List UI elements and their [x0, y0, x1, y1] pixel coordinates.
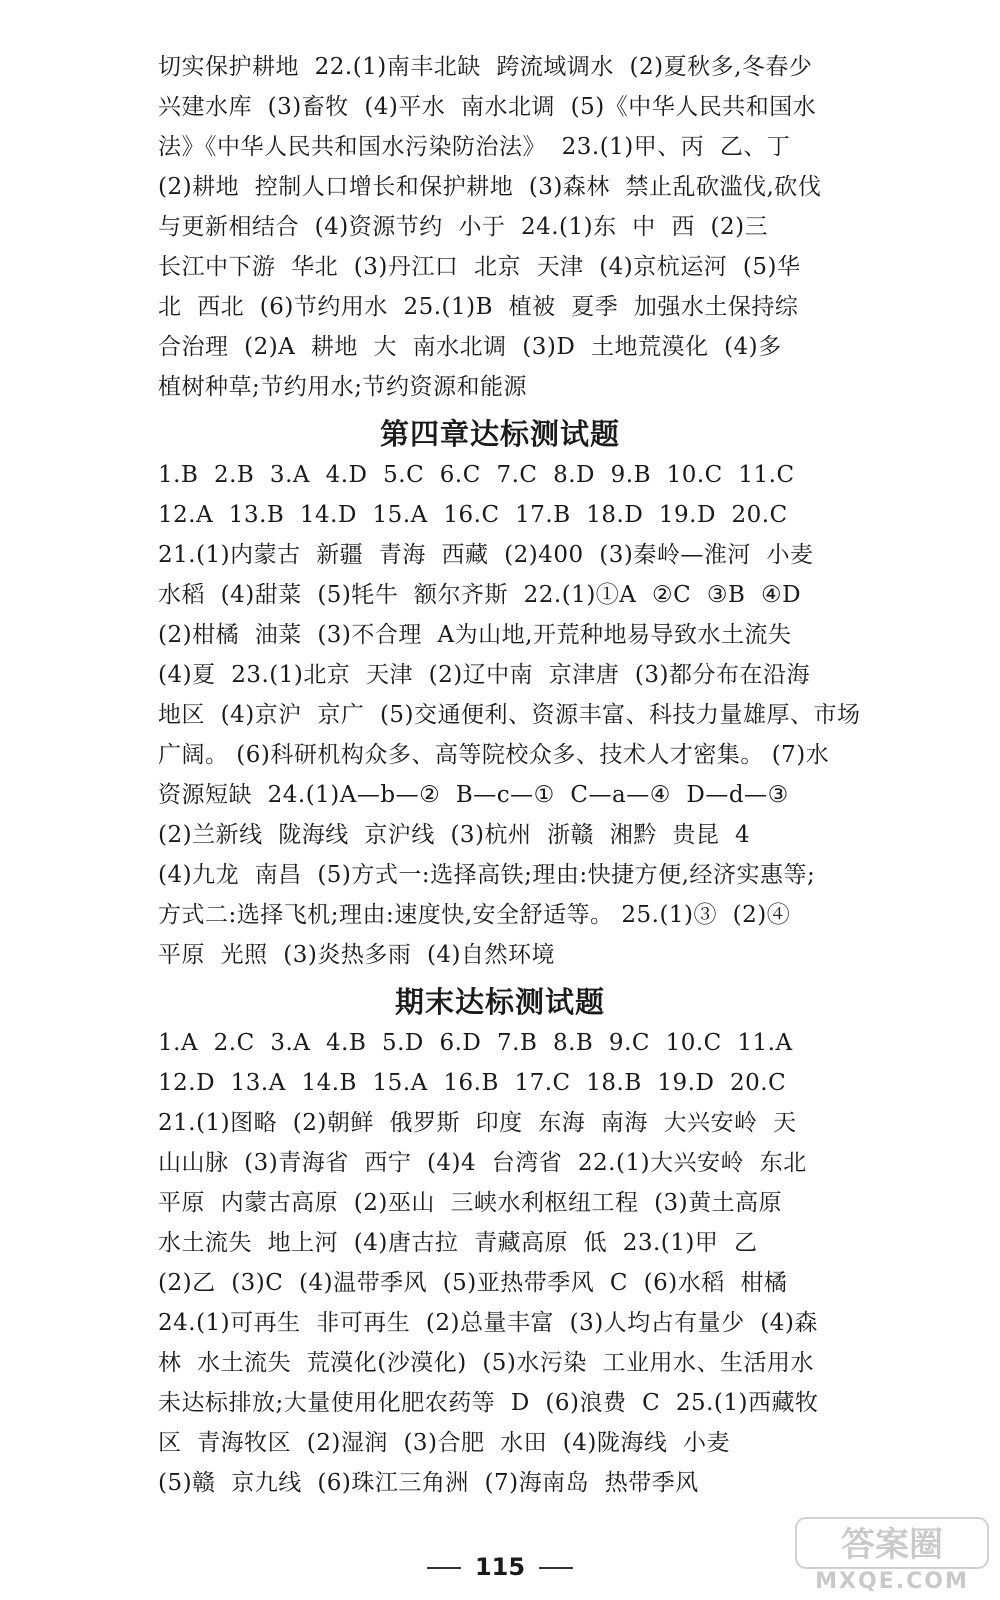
watermark-cn-text: 答案圈 [841, 1525, 943, 1565]
answer-line: 平原 内蒙古高原 (2)巫山 三峡水利枢纽工程 (3)黄土高原 [158, 1190, 783, 1216]
answer-line: 1.A 2.C 3.A 4.B 5.D 6.D 7.B 8.B 9.C 10.C 11.A [158, 1030, 793, 1056]
answer-line: 林 水土流失 荒漠化(沙漠化) (5)水污染 工业用水、生活用水 [158, 1350, 815, 1376]
answer-line: 21.(1)内蒙古 新疆 青海 西藏 (2)400 (3)秦岭—淮河 小麦 [158, 542, 814, 568]
answer-line: 合治理 (2)A 耕地 大 南水北调 (3)D 土地荒漠化 (4)多 [158, 334, 782, 360]
watermark-en-text: MXQE.COM [815, 1569, 969, 1594]
footer-dash-right [539, 1567, 573, 1569]
answer-line: 广阔。 (6)科研机构众多、高等院校众多、技术人才密集。 (7)水 [158, 742, 830, 768]
answer-line: 长江中下游 华北 (3)丹江口 北京 天津 (4)京杭运河 (5)华 [158, 254, 801, 280]
answer-line: (2)柑橘 油菜 (3)不合理 A为山地,开荒种地易导致水土流失 [158, 622, 792, 648]
answer-line: 切实保护耕地 22.(1)南丰北缺 跨流域调水 (2)夏秋多,冬春少 [158, 54, 813, 80]
answer-line: 兴建水库 (3)畜牧 (4)平水 南水北调 (5)《中华人民共和国水 [158, 94, 817, 120]
answer-line: 水稻 (4)甜菜 (5)牦牛 额尔齐斯 22.(1)①A ②C ③B ④D [158, 582, 802, 608]
answer-line: 地区 (4)京沪 京广 (5)交通便利、资源丰富、科技力量雄厚、市场 [158, 702, 861, 728]
answer-line: (5)赣 京九线 (6)珠江三角洲 (7)海南岛 热带季风 [158, 1470, 699, 1496]
answer-line: 平原 光照 (3)炎热多雨 (4)自然环境 [158, 942, 556, 968]
answer-line: 24.(1)可再生 非可再生 (2)总量丰富 (3)人均占有量少 (4)森 [158, 1310, 818, 1336]
watermark-graphic [792, 1516, 992, 1594]
answer-line: 法》《中华人民共和国水污染防治法》 23.(1)甲、丙 乙、丁 [158, 134, 791, 160]
answer-line: 12.D 13.A 14.B 15.A 16.B 17.C 18.B 19.D 20.C [158, 1070, 787, 1096]
section-heading-final: 期末达标测试题 [394, 985, 605, 1019]
answer-line: 资源短缺 24.(1)A—b—② B—c—① C—a—④ D—d—③ [158, 782, 789, 808]
answer-line: 21.(1)图略 (2)朝鲜 俄罗斯 印度 东海 南海 大兴安岭 天 [158, 1110, 797, 1136]
answer-line: 1.B 2.B 3.A 4.D 5.C 6.C 7.C 8.D 9.B 10.C 11.C [158, 462, 795, 488]
watermark-logo [792, 1516, 992, 1594]
answer-line: (4)九龙 南昌 (5)方式一:选择高铁;理由:快捷方便,经济实惠等; [158, 862, 816, 888]
answer-line: 区 青海牧区 (2)湿润 (3)合肥 水田 (4)陇海线 小麦 [158, 1430, 730, 1456]
answer-line: 植树种草;节约用水;节约资源和能源 [158, 374, 527, 400]
answer-line: 山山脉 (3)青海省 西宁 (4)4 台湾省 22.(1)大兴安岭 东北 [158, 1150, 807, 1176]
answer-line: (2)耕地 控制人口增长和保护耕地 (3)森林 禁止乱砍滥伐,砍伐 [158, 174, 822, 200]
answer-line: (2)乙 (3)C (4)温带季风 (5)亚热带季风 C (6)水稻 柑橘 [158, 1270, 788, 1296]
answer-line: 北 西北 (6)节约用水 25.(1)B 植被 夏季 加强水土保持综 [158, 294, 799, 320]
answer-line: 方式二:选择飞机;理由:速度快,安全舒适等。 25.(1)③ (2)④ [158, 902, 791, 928]
answer-line: (2)兰新线 陇海线 京沪线 (3)杭州 浙赣 湘黔 贵昆 4 [158, 822, 751, 848]
footer-dash-left [427, 1567, 461, 1569]
answer-line: 12.A 13.B 14.D 15.A 16.C 17.B 18.D 19.D 20.C [158, 502, 788, 528]
answer-line: 水土流失 地上河 (4)唐古拉 青藏高原 低 23.(1)甲 乙 [158, 1230, 758, 1256]
answer-line: 与更新相结合 (4)资源节约 小于 24.(1)东 中 西 (2)三 [158, 214, 769, 240]
answer-line: 未达标排放;大量使用化肥农药等 D (6)浪费 C 25.(1)西藏牧 [158, 1390, 819, 1416]
section-heading-chapter4: 第四章达标测试题 [379, 417, 620, 451]
answer-line: (4)夏 23.(1)北京 天津 (2)辽中南 京津唐 (3)都分布在沿海 [158, 662, 811, 688]
page-number: 115 [474, 1553, 526, 1581]
